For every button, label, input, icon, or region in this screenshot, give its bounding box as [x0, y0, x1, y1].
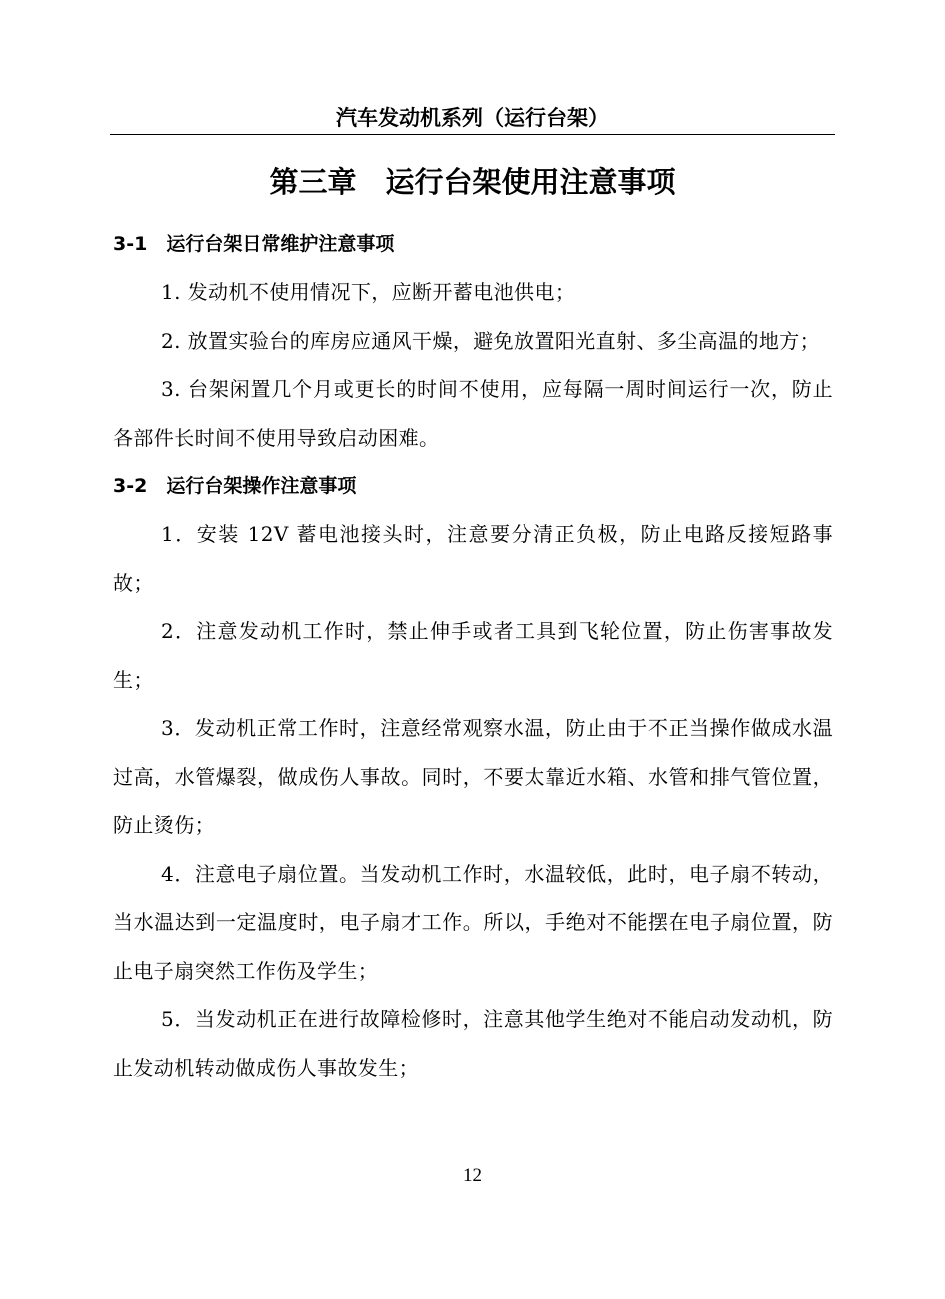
section-heading: 3-2 运行台架操作注意事项	[113, 475, 357, 497]
document-body	[113, 220, 833, 1092]
list-item: 1．安装 12V 蓄电池接头时，注意要分清正负极，防止电路反接短路事故；	[113, 522, 833, 595]
list-item: 3．发动机正常工作时，注意经常观察水温，防止由于不正当操作做成水温过高，水管爆裂，做成伤人事故。同时，不要太靠近水箱、水管和排气管位置，防止烫伤；	[113, 716, 833, 837]
list-item: 5．当发动机正在进行故障检修时，注意其他学生绝对不能启动发动机，防止发动机转动做成伤人事故发生；	[113, 1007, 833, 1080]
list-item: 2. 放置实验台的库房应通风干燥，避免放置阳光直射、多尘高温的地方；	[161, 328, 821, 353]
list-item: 2．注意发动机工作时，禁止伸手或者工具到飞轮位置，防止伤害事故发生；	[113, 619, 833, 692]
list-item: 1. 发动机不使用情况下，应断开蓄电池供电；	[161, 280, 576, 304]
section-3-2	[113, 462, 833, 1092]
running-header: 汽车发动机系列（运行台架）	[336, 106, 609, 130]
section-3-1	[113, 220, 833, 462]
page-number: 12	[463, 1165, 482, 1186]
chapter-title: 第三章 运行台架使用注意事项	[269, 165, 676, 199]
list-item: 3. 台架闲置几个月或更长的时间不使用，应每隔一周时间运行一次，防止各部件长时间不使用导致启动困难。	[113, 377, 833, 450]
section-heading: 3-1 运行台架日常维护注意事项	[113, 233, 395, 255]
list-item: 4．注意电子扇位置。当发动机工作时，水温较低，此时，电子扇不转动，当水温达到一定温度时，电子扇才工作。所以，手绝对不能摆在电子扇位置，防止电子扇突然工作伤及学生；	[113, 861, 833, 983]
header-divider	[110, 134, 835, 135]
